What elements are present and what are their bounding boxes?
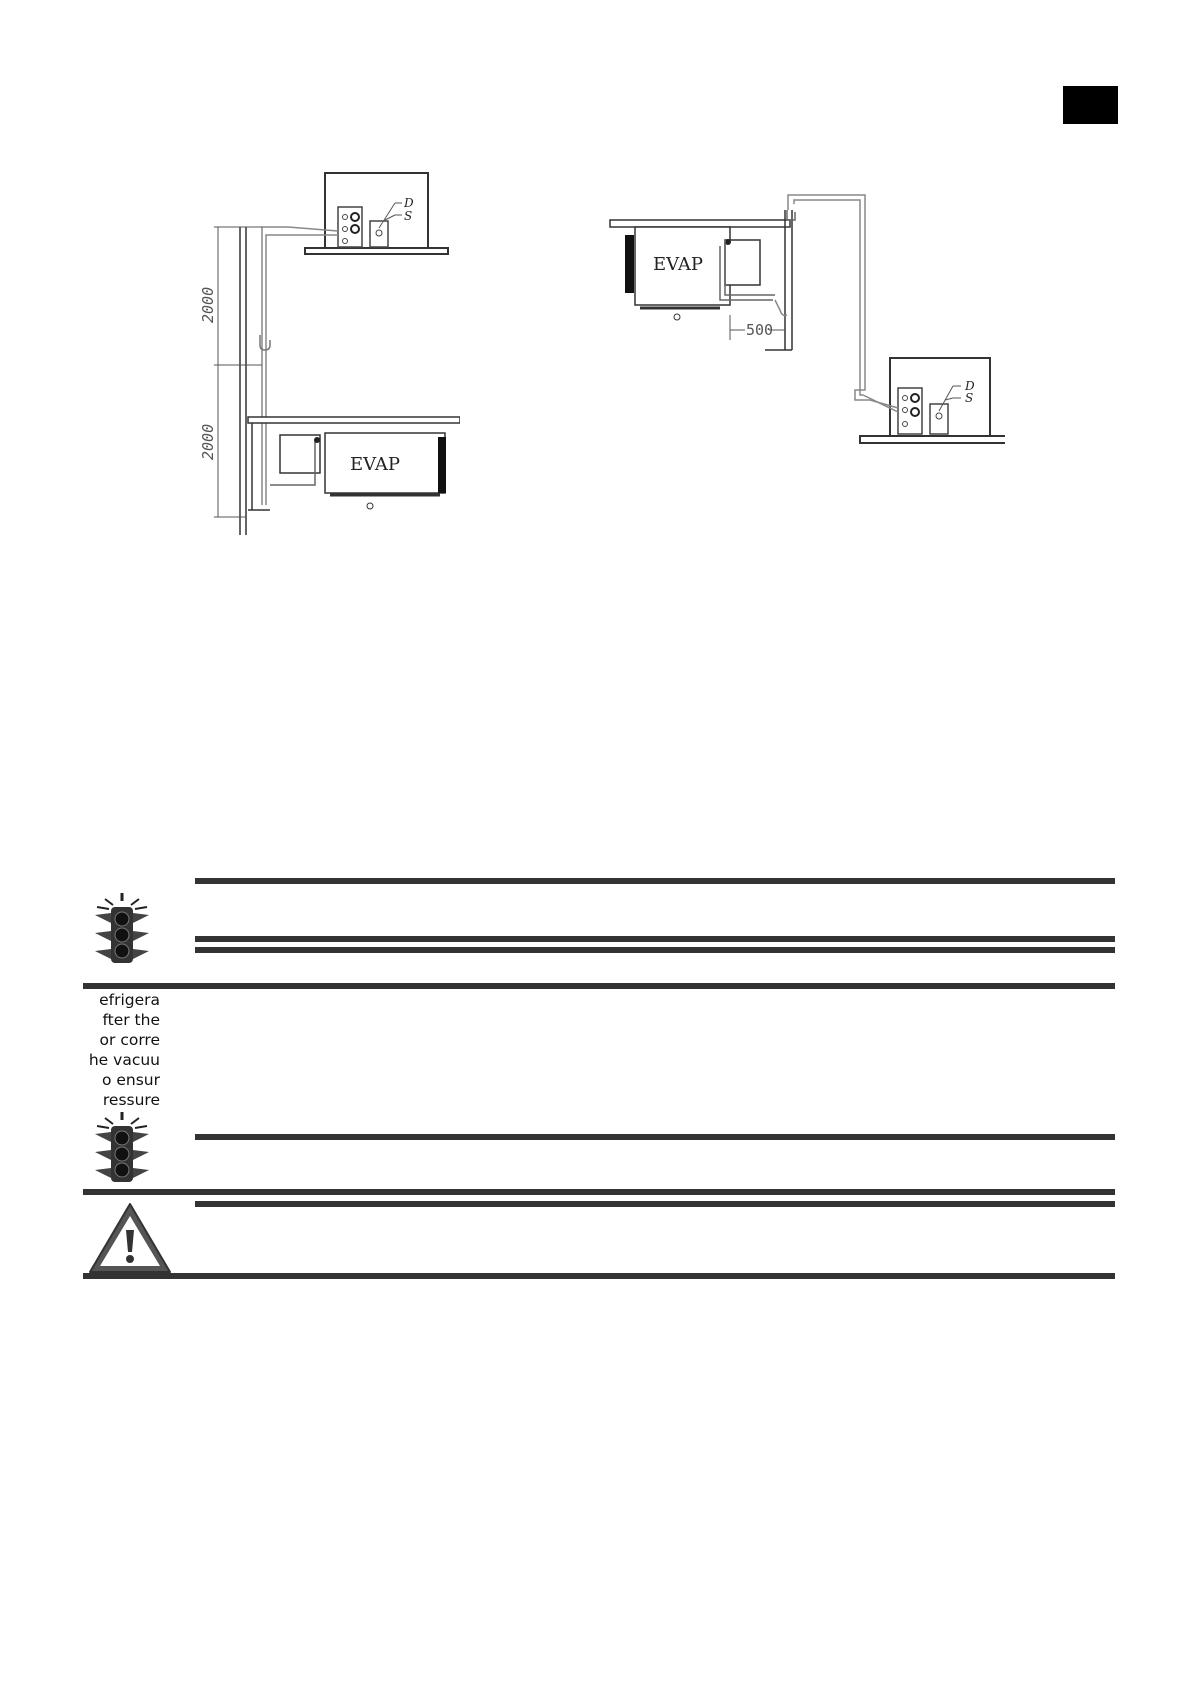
dimension-upper: 2000	[199, 286, 217, 323]
text-fragment: o ensur	[101, 1071, 160, 1089]
installation-diagram-right	[605, 190, 1005, 459]
dimension-lower: 2000	[199, 423, 217, 460]
notice-rule	[195, 947, 1115, 953]
label-s-right: S	[965, 391, 974, 405]
installation-diagram-left	[190, 165, 460, 539]
warning-triangle-icon	[88, 1200, 173, 1279]
section-rule	[83, 1273, 1115, 1279]
traffic-light-icon	[85, 893, 160, 969]
notice-rule	[195, 936, 1115, 942]
notice-rule	[195, 1201, 1115, 1207]
text-fragment: efrigera	[99, 991, 160, 1009]
section-rule	[83, 1189, 1115, 1195]
dimension-horizontal: 500	[746, 321, 774, 339]
label-s: S	[404, 209, 413, 223]
evap-label-left: EVAP	[350, 454, 401, 475]
notice-rule	[195, 1134, 1115, 1140]
label-d: D	[404, 196, 414, 210]
text-fragment: or corre	[99, 1031, 160, 1049]
traffic-light-icon	[85, 1112, 160, 1188]
label-d-right: D	[965, 379, 975, 393]
evap-label-right: EVAP	[653, 254, 704, 275]
text-fragment: fter the	[102, 1011, 160, 1029]
page-tab-marker	[1063, 86, 1118, 124]
notice-rule	[195, 878, 1115, 884]
section-rule	[83, 983, 1115, 989]
text-fragment: he vacuu	[88, 1051, 160, 1069]
text-fragment: ressure	[102, 1091, 160, 1109]
